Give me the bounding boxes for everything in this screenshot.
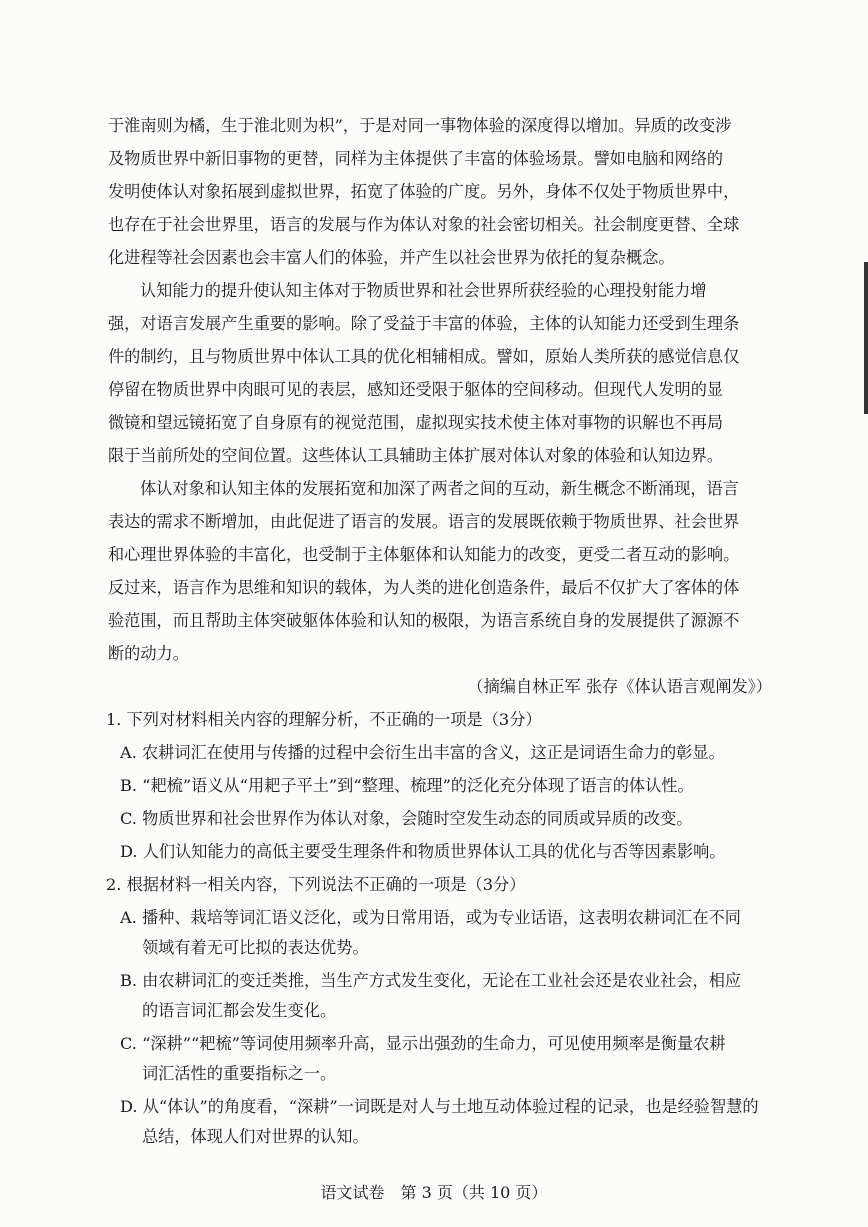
- binding-edge-mark: [864, 262, 868, 414]
- paragraph-3-line: 表达的需求不断增加，由此促进了语言的发展。语言的发展既依赖于物质世界、社会世界: [108, 512, 740, 531]
- question-2-option-b-cont: 的语言词汇都会发生变化。: [142, 1001, 337, 1020]
- paragraph-3-line: 和心理世界体验的丰富化，也受制于主体躯体和认知能力的改变，更受二者互动的影响。: [108, 545, 740, 564]
- paragraph-1-line: 及物质世界中新旧事物的更替，同样为主体提供了丰富的体验场景。譬如电脑和网络的: [108, 149, 724, 168]
- paragraph-2-line: 认知能力的提升使认知主体对于物质世界和社会世界所获经验的心理投射能力增: [140, 281, 707, 300]
- question-2-stem: 2. 根据材料一相关内容，下列说法不正确的一项是（3分）: [106, 875, 526, 894]
- question-2-option-a-cont: 领域有着无可比拟的表达优势。: [142, 938, 369, 957]
- paragraph-2-line: 限于当前所处的空间位置。这些体认工具辅助主体扩展对体认对象的体验和认知边界。: [108, 446, 724, 465]
- question-2-option-c-cont: 词汇活性的重要指标之一。: [142, 1064, 337, 1083]
- page-footer: 语文试卷 第 3 页（共 10 页）: [320, 1183, 548, 1202]
- passage-source: （摘编自林正军 张存《体认语言观阐发》）: [467, 677, 772, 696]
- question-2-option-b: B. 由农耕词汇的变迁类推，当生产方式发生变化，无论在工业社会还是农业社会，相应: [120, 971, 742, 990]
- paragraph-2-line: 强，对语言发展产生重要的影响。除了受益于丰富的体验，主体的认知能力还受到生理条: [108, 314, 740, 333]
- paragraph-1-line: 也存在于社会世界里，语言的发展与作为体认对象的社会密切相关。社会制度更替、全球: [108, 215, 740, 234]
- question-1-option-c: C. 物质世界和社会世界作为体认对象，会随时空发生动态的同质或异质的改变。: [120, 809, 693, 828]
- question-1-option-a: A. 农耕词汇在使用与传播的过程中会衍生出丰富的含义，这正是词语生命力的彰显。: [120, 743, 725, 762]
- question-2-option-d: D. 从“体认”的角度看，“深耕”一词既是对人与土地互动体验过程的记录，也是经验智慧的: [120, 1097, 759, 1116]
- paragraph-3-line: 验范围，而且帮助主体突破躯体体验和认知的极限，为语言系统自身的发展提供了源源不: [108, 611, 740, 630]
- paragraph-1-line: 发明使体认对象拓展到虚拟世界，拓宽了体验的广度。另外，身体不仅处于物质世界中，: [108, 182, 740, 201]
- paragraph-1-line: 化进程等社会因素也会丰富人们的体验，并产生以社会世界为依托的复杂概念。: [108, 248, 675, 267]
- question-1-stem: 1. 下列对材料相关内容的理解分析，不正确的一项是（3分）: [106, 710, 542, 729]
- paragraph-2-line: 微镜和望远镜拓宽了自身原有的视觉范围，虚拟现实技术使主体对事物的识解也不再局: [108, 413, 724, 432]
- paragraph-3-line: 断的动力。: [108, 644, 189, 663]
- question-2-option-c: C. “深耕”“耙梳”等词使用频率升高，显示出强劲的生命力，可见使用频率是衡量农耕: [120, 1034, 726, 1053]
- paragraph-2-line: 件的制约，且与物质世界中体认工具的优化相辅相成。譬如，原始人类所获的感觉信息仅: [108, 347, 740, 366]
- paragraph-3-line: 反过来，语言作为思维和知识的载体，为人类的进化创造条件，最后不仅扩大了客体的体: [108, 578, 740, 597]
- question-2-option-a: A. 播种、栽培等词汇语义泛化，或为日常用语，或为专业话语，这表明农耕词汇在不同: [120, 908, 741, 927]
- question-2-option-d-cont: 总结，体现人们对世界的认知。: [142, 1127, 369, 1146]
- paragraph-1-line: 于淮南则为橘，生于淮北则为枳”，于是对同一事物体验的深度得以增加。异质的改变涉: [108, 116, 732, 135]
- question-1-option-b: B. “耙梳”语义从“用耙子平土”到“整理、梳理”的泛化充分体现了语言的体认性。: [120, 776, 694, 795]
- paragraph-3-line: 体认对象和认知主体的发展拓宽和加深了两者之间的互动，新生概念不断涌现，语言: [140, 479, 739, 498]
- paragraph-2-line: 停留在物质世界中肉眼可见的表层，感知还受限于躯体的空间移动。但现代人发明的显: [108, 380, 724, 399]
- question-1-option-d: D. 人们认知能力的高低主要受生理条件和物质世界体认工具的优化与否等因素影响。: [120, 842, 726, 861]
